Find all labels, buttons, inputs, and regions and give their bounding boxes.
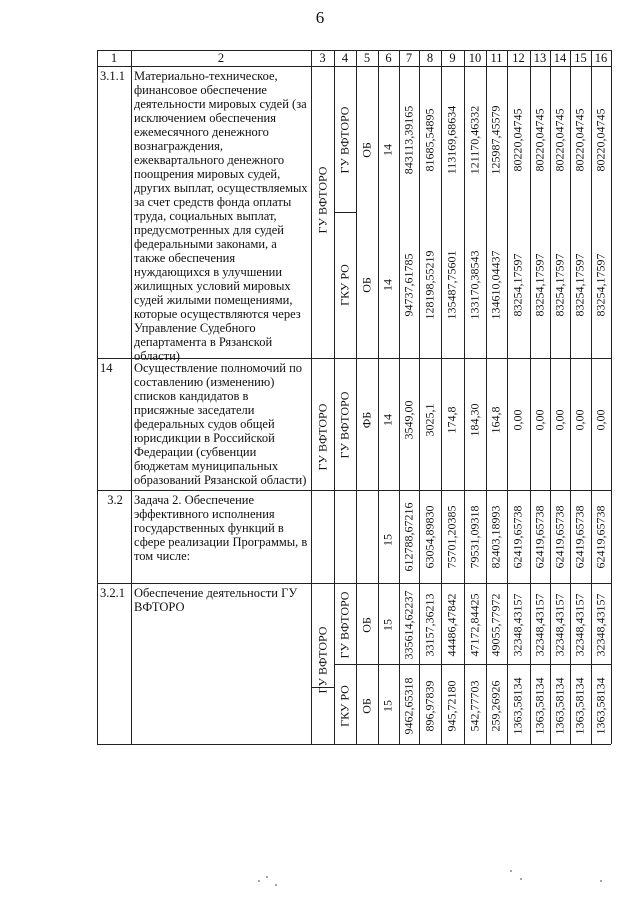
value-cell: 83254,17597	[593, 253, 608, 317]
grid-line	[356, 50, 357, 744]
row-description: Осуществление полномочий по составлению (изменению) списков кандидатов в присяжные заседатели федеральных судов общей юрисдикции в Российской Федерации (субвенции бюджетам муниципальных образований Рязанской области)	[134, 361, 307, 487]
grid-line	[334, 50, 335, 744]
grid-line	[311, 50, 312, 744]
header-cell: 16	[594, 51, 608, 65]
value-cell: 135487,75601	[444, 250, 459, 320]
value-cell: 80220,04745	[510, 108, 525, 172]
scan-speck	[520, 878, 522, 880]
value-cell: 81685,54895	[422, 108, 437, 172]
value-cell: 184,30	[467, 403, 482, 437]
value-cell: 113169,68634	[444, 105, 459, 175]
value-cell: 62419,65738	[510, 505, 525, 569]
value-cell: 80220,04745	[593, 108, 608, 172]
value-cell: 79531,09318	[467, 505, 482, 569]
row-code: 3.1.1	[100, 69, 125, 83]
value-cell: 80220,04745	[532, 108, 547, 172]
executor: ГУ ВФТОРО	[337, 106, 352, 174]
value-cell: 62419,65738	[532, 505, 547, 569]
grid-line	[378, 50, 379, 744]
value-cell: 174,8	[444, 406, 459, 434]
value-cell: 33157,36213	[422, 593, 437, 657]
value-cell: 9462,65318	[401, 677, 416, 735]
value-cell: 80220,04745	[552, 108, 567, 172]
row-description: Обеспечение деятельности ГУ ВФТОРО	[134, 586, 298, 614]
header-cell: 14	[553, 51, 567, 65]
grid-line	[97, 744, 611, 745]
budget-code: 15	[380, 700, 395, 712]
executor: ГУ ВФТОРО	[337, 591, 352, 659]
executor-group-label: ГУ ВФТОРО	[315, 403, 330, 471]
grid-line	[419, 50, 420, 744]
value-cell: 32348,43157	[552, 593, 567, 657]
grid-line	[97, 583, 611, 584]
scan-speck	[266, 876, 268, 878]
scan-speck	[275, 884, 277, 886]
header-cell: 15	[574, 51, 587, 65]
executor-group-label: ГУ ВФТОРО	[315, 626, 330, 694]
value-cell: 1363,58134	[572, 677, 587, 735]
executor-group-label: ГУ ВФТОРО	[315, 166, 330, 234]
value-cell: 32348,43157	[593, 593, 608, 657]
row-code: 3.2	[107, 493, 123, 507]
value-cell: 1363,58134	[593, 677, 608, 735]
budget-code: 14	[380, 279, 395, 291]
funding-source: ОБ	[359, 698, 374, 714]
value-cell: 62419,65738	[552, 505, 567, 569]
value-cell: 0,00	[532, 409, 547, 431]
value-cell: 83254,17597	[510, 253, 525, 317]
value-cell: 82403,18993	[488, 505, 503, 569]
header-cell: 8	[426, 51, 434, 65]
grid-line	[611, 50, 612, 744]
value-cell: 83254,17597	[552, 253, 567, 317]
row-description: Материально-техническое, финансовое обеспечение деятельности мировых судей (за исключением обеспечения ежемесячного денежного вознаграждения, ежеквартального денежного поощрения мировых судей, других выплат, осуществляемых за счет средств фонда оплаты труда, социальных выплат, предусмотренных для судей федеральными законами, а также обеспечения нуждающихся в улучшении жилищных условий мировых судей жилыми помещениями, которые осуществляются через Управление Судебного департамента в Рязанской области)	[134, 69, 308, 363]
grid-line	[131, 50, 132, 744]
value-cell: 44486,47842	[444, 593, 459, 657]
executor: ГУ ВФТОРО	[337, 391, 352, 459]
header-cell: 6	[385, 51, 392, 65]
value-cell: 63054,89830	[422, 505, 437, 569]
value-cell: 121170,46332	[467, 105, 482, 175]
value-cell: 134610,04437	[488, 250, 503, 320]
row-code: 14	[100, 361, 113, 375]
value-cell: 133170,38543	[467, 250, 482, 320]
header-cell: 7	[405, 51, 413, 65]
executor: ГКУ РО	[337, 685, 352, 727]
funding-source: ФБ	[359, 411, 374, 429]
value-cell: 94737,61785	[401, 253, 416, 317]
budget-code: 15	[380, 619, 395, 631]
value-cell: 32348,43157	[510, 593, 525, 657]
value-cell: 259,26926	[488, 680, 503, 732]
budget-code: 14	[380, 414, 395, 426]
value-cell: 843113,39165	[401, 105, 416, 175]
value-cell: 62419,65738	[572, 505, 587, 569]
value-cell: 0,00	[593, 409, 608, 431]
value-cell: 0,00	[510, 409, 525, 431]
grid-line	[334, 212, 356, 213]
grid-line	[591, 50, 592, 744]
funding-source: ОБ	[359, 142, 374, 158]
value-cell: 75701,20385	[444, 505, 459, 569]
value-cell: 125987,45579	[488, 105, 503, 175]
value-cell: 1363,58134	[532, 677, 547, 735]
value-cell: 49055,77972	[488, 593, 503, 657]
page-number: 6	[315, 8, 325, 27]
value-cell: 62419,65738	[593, 505, 608, 569]
header-cell: 12	[512, 51, 525, 65]
grid-line	[97, 50, 98, 744]
grid-line	[570, 50, 571, 744]
grid-line	[530, 50, 531, 744]
funding-source: ОБ	[359, 277, 374, 293]
header-cell: 2	[217, 51, 225, 65]
header-cell: 5	[363, 51, 371, 65]
header-cell: 11	[490, 51, 503, 65]
value-cell: 1363,58134	[552, 677, 567, 735]
grid-line	[334, 664, 611, 665]
grid-line	[550, 50, 551, 744]
row-code: 3.2.1	[100, 586, 125, 600]
row-description: Задача 2. Обеспечение эффективного исполнения государственных функций в сфере реализации Программы, в том числе:	[134, 493, 308, 563]
value-cell: 80220,04745	[572, 108, 587, 172]
value-cell: 945,72180	[444, 680, 459, 732]
header-cell: 9	[449, 51, 456, 65]
value-cell: 612788,67216	[401, 502, 416, 572]
grid-line	[97, 490, 611, 491]
scan-speck	[258, 880, 260, 882]
header-cell: 10	[468, 51, 482, 65]
scan-speck	[510, 870, 512, 872]
value-cell: 128198,55219	[422, 250, 437, 320]
header-cell: 3	[319, 51, 326, 65]
grid-line	[399, 50, 400, 744]
value-cell: 335614,62237	[401, 590, 416, 660]
value-cell: 83254,17597	[532, 253, 547, 317]
value-cell: 3025,1	[422, 403, 437, 437]
grid-line	[486, 50, 487, 744]
value-cell: 32348,43157	[532, 593, 547, 657]
header-cell: 1	[110, 51, 118, 65]
funding-source: ОБ	[359, 617, 374, 633]
grid-line	[441, 50, 442, 744]
value-cell: 47172,84425	[467, 593, 482, 657]
budget-code: 15	[380, 534, 395, 546]
scan-speck	[600, 880, 602, 882]
value-cell: 164,8	[488, 406, 503, 434]
value-cell: 542,77703	[467, 680, 482, 732]
value-cell: 83254,17597	[572, 253, 587, 317]
executor: ГКУ РО	[337, 264, 352, 306]
value-cell: 0,00	[552, 409, 567, 431]
header-cell: 13	[533, 51, 547, 65]
value-cell: 3549,00	[401, 400, 416, 440]
value-cell: 32348,43157	[572, 593, 587, 657]
budget-code: 14	[380, 144, 395, 156]
value-cell: 0,00	[572, 409, 587, 431]
value-cell: 1363,58134	[510, 677, 525, 735]
grid-line	[464, 50, 465, 744]
grid-line	[97, 66, 611, 67]
header-cell: 4	[341, 51, 349, 65]
grid-line	[507, 50, 508, 744]
value-cell: 896,97839	[422, 680, 437, 732]
